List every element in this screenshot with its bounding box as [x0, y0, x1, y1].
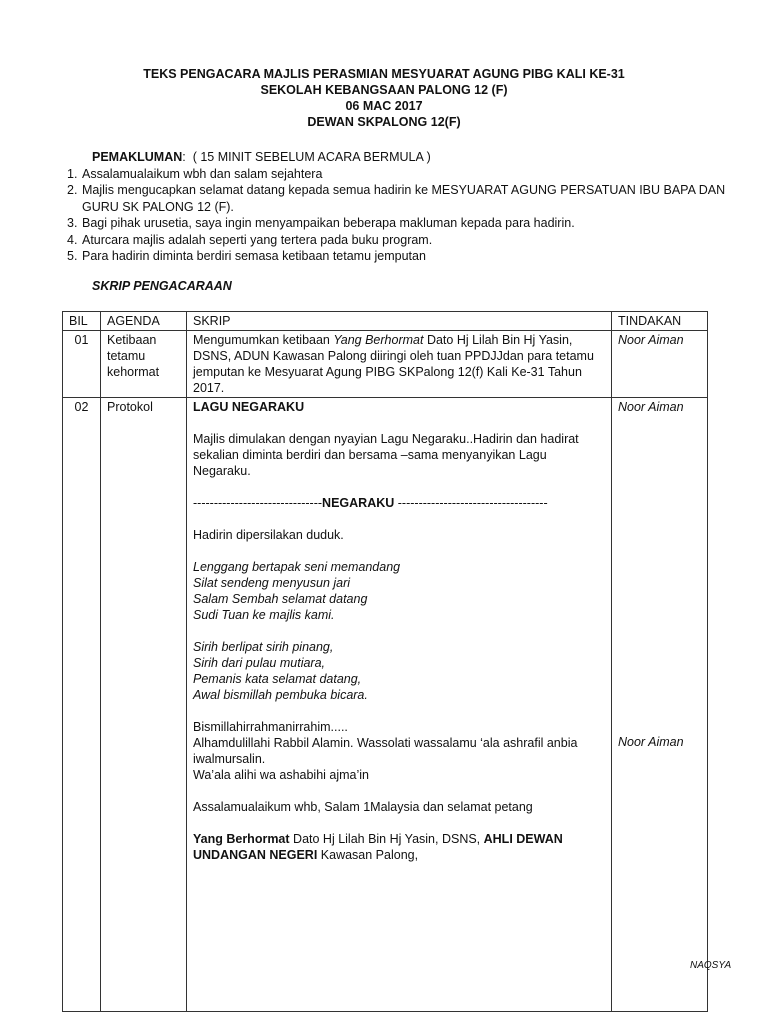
negaraku-label: NEGARAKU [322, 496, 395, 510]
row-tindakan [612, 398, 708, 1012]
yb-label: Yang Berhormat [193, 832, 290, 846]
header-bil: BIL [63, 312, 101, 331]
table-row [63, 398, 708, 1012]
pemakluman-label: PEMAKLUMAN [92, 150, 183, 164]
list-item [67, 166, 737, 183]
list-text: Aturcara majlis adalah seperti yang tertera pada buku program. [82, 232, 433, 247]
table-row [63, 331, 708, 398]
doa-line: Alhamdulillahi Rabbil Alamin. Wassolati wassalamu ‘ala ashrafil anbia iwalmursalin. [193, 736, 578, 766]
pantun-line: Sirih dari pulau mutiara, [193, 656, 326, 670]
list-text: Bagi pihak urusetia, saya ingin menyampaikan beberapa makluman kepada para hadirin. [82, 216, 575, 230]
doa-text [193, 719, 605, 783]
row-tindakan: Noor Aiman [612, 331, 708, 398]
yb-name: Dato Hj Lilah Bin Hj Yasin, DSNS, [289, 832, 484, 846]
list-item [67, 182, 737, 215]
list-item [67, 248, 737, 265]
row-skrip [187, 398, 612, 1012]
row-bil: 01 [63, 331, 101, 398]
pemakluman-note: ( 15 MINIT SEBELUM ACARA BERMULA ) [192, 150, 431, 164]
agenda-table [62, 311, 708, 1012]
pemakluman-sep: : [182, 150, 186, 164]
doa-line: Bismillahirrahmanirrahim..... [193, 720, 348, 734]
skrip-heading: SKRIP PENGACARAAN [92, 279, 232, 293]
row-skrip [187, 331, 612, 398]
pemakluman-list [67, 166, 737, 265]
dash-left: ------------------------------- [193, 496, 323, 510]
table-header-row [63, 312, 708, 331]
lagu-text: Majlis dimulakan dengan nyayian Lagu Negaraku..Hadirin dan hadirat sekalian diminta berdiri dan bersama –sama menyanyikan Lagu Negaraku. [193, 432, 579, 478]
pemakluman-section [67, 149, 737, 265]
list-text: Majlis mengucapkan selamat datang kepada semua hadirin ke MESYUARAT AGUNG PERSATUAN IBU BAPA DAN GURU SK PALONG 12 (F). [82, 183, 726, 214]
header-skrip: SKRIP [187, 312, 612, 331]
list-number: 1. [67, 166, 78, 181]
doa-line: Wa’ala alihi wa ashabihi ajma’in [193, 768, 370, 782]
document-title [0, 66, 768, 130]
pantun-line: Awal bismillah pembuka bicara. [193, 688, 368, 702]
header-tindakan: TINDAKAN [612, 312, 708, 331]
pantun-line: Sirih berlipat sirih pinang, [193, 640, 334, 654]
row-bil: 02 [63, 398, 101, 1012]
list-number: 2. [67, 183, 78, 197]
row-agenda: Protokol [101, 398, 187, 1012]
pantun-1 [193, 559, 605, 623]
pantun-line: Lenggang bertapak seni memandang [193, 560, 401, 574]
list-number: 3. [67, 216, 78, 230]
title-line-1: TEKS PENGACARA MAJLIS PERASMIAN MESYUARAT AGUNG PIBG KALI KE-31 [143, 67, 625, 81]
skrip-text: Mengumumkan ketibaan [193, 333, 334, 347]
dash-right: ------------------------------------ [394, 496, 548, 510]
duduk-text: Hadirin dipersilakan duduk. [193, 528, 344, 542]
tindakan-1: Noor Aiman [618, 400, 684, 414]
list-number: 5. [67, 249, 78, 263]
list-text: Assalamualaikum wbh dan salam sejahtera [82, 166, 323, 181]
list-item [67, 232, 737, 249]
list-text: Para hadirin diminta berdiri semasa ketibaan tetamu jemputan [82, 249, 426, 263]
title-line-4: DEWAN SKPALONG 12(F) [307, 115, 461, 129]
title-line-3: 06 MAC 2017 [345, 99, 423, 113]
ahli-label: AHLI DEWAN UNDANGAN NEGERI [193, 832, 563, 862]
yb-text [193, 831, 605, 863]
pantun-line: Sudi Tuan ke majlis kami. [193, 608, 335, 622]
kawasan-text: Kawasan Palong, [317, 848, 419, 862]
title-line-2: SEKOLAH KEBANGSAAN PALONG 12 (F) [260, 83, 508, 97]
skrip-text: Dato Hj Lilah Bin Hj Yasin, DSNS, ADUN Kawasan Palong diiringi oleh tuan PPDJJdan para tetamu jemputan ke Mesyuarat Agung PIBG SKPalong 12(f) Kali Ke-31 Tahun 2017. [193, 333, 594, 395]
header-agenda: AGENDA [101, 312, 187, 331]
pantun-2 [193, 639, 605, 703]
footer-mark: NAQSYA [690, 960, 732, 971]
row-agenda: Ketibaan tetamu kehormat [101, 331, 187, 398]
list-number: 4. [67, 232, 78, 247]
list-item [67, 215, 737, 232]
pantun-line: Salam Sembah selamat datang [193, 592, 368, 606]
pantun-line: Pemanis kata selamat datang, [193, 672, 362, 686]
tindakan-2: Noor Aiman [618, 735, 684, 749]
salam-text: Assalamualaikum whb, Salam 1Malaysia dan selamat petang [193, 800, 533, 814]
pemakluman-heading [67, 149, 737, 166]
pantun-line: Silat sendeng menyusun jari [193, 576, 351, 590]
skrip-yb: Yang Berhormat [333, 333, 424, 347]
negaraku-line [193, 495, 605, 511]
lagu-title: LAGU NEGARAKU [193, 400, 305, 414]
